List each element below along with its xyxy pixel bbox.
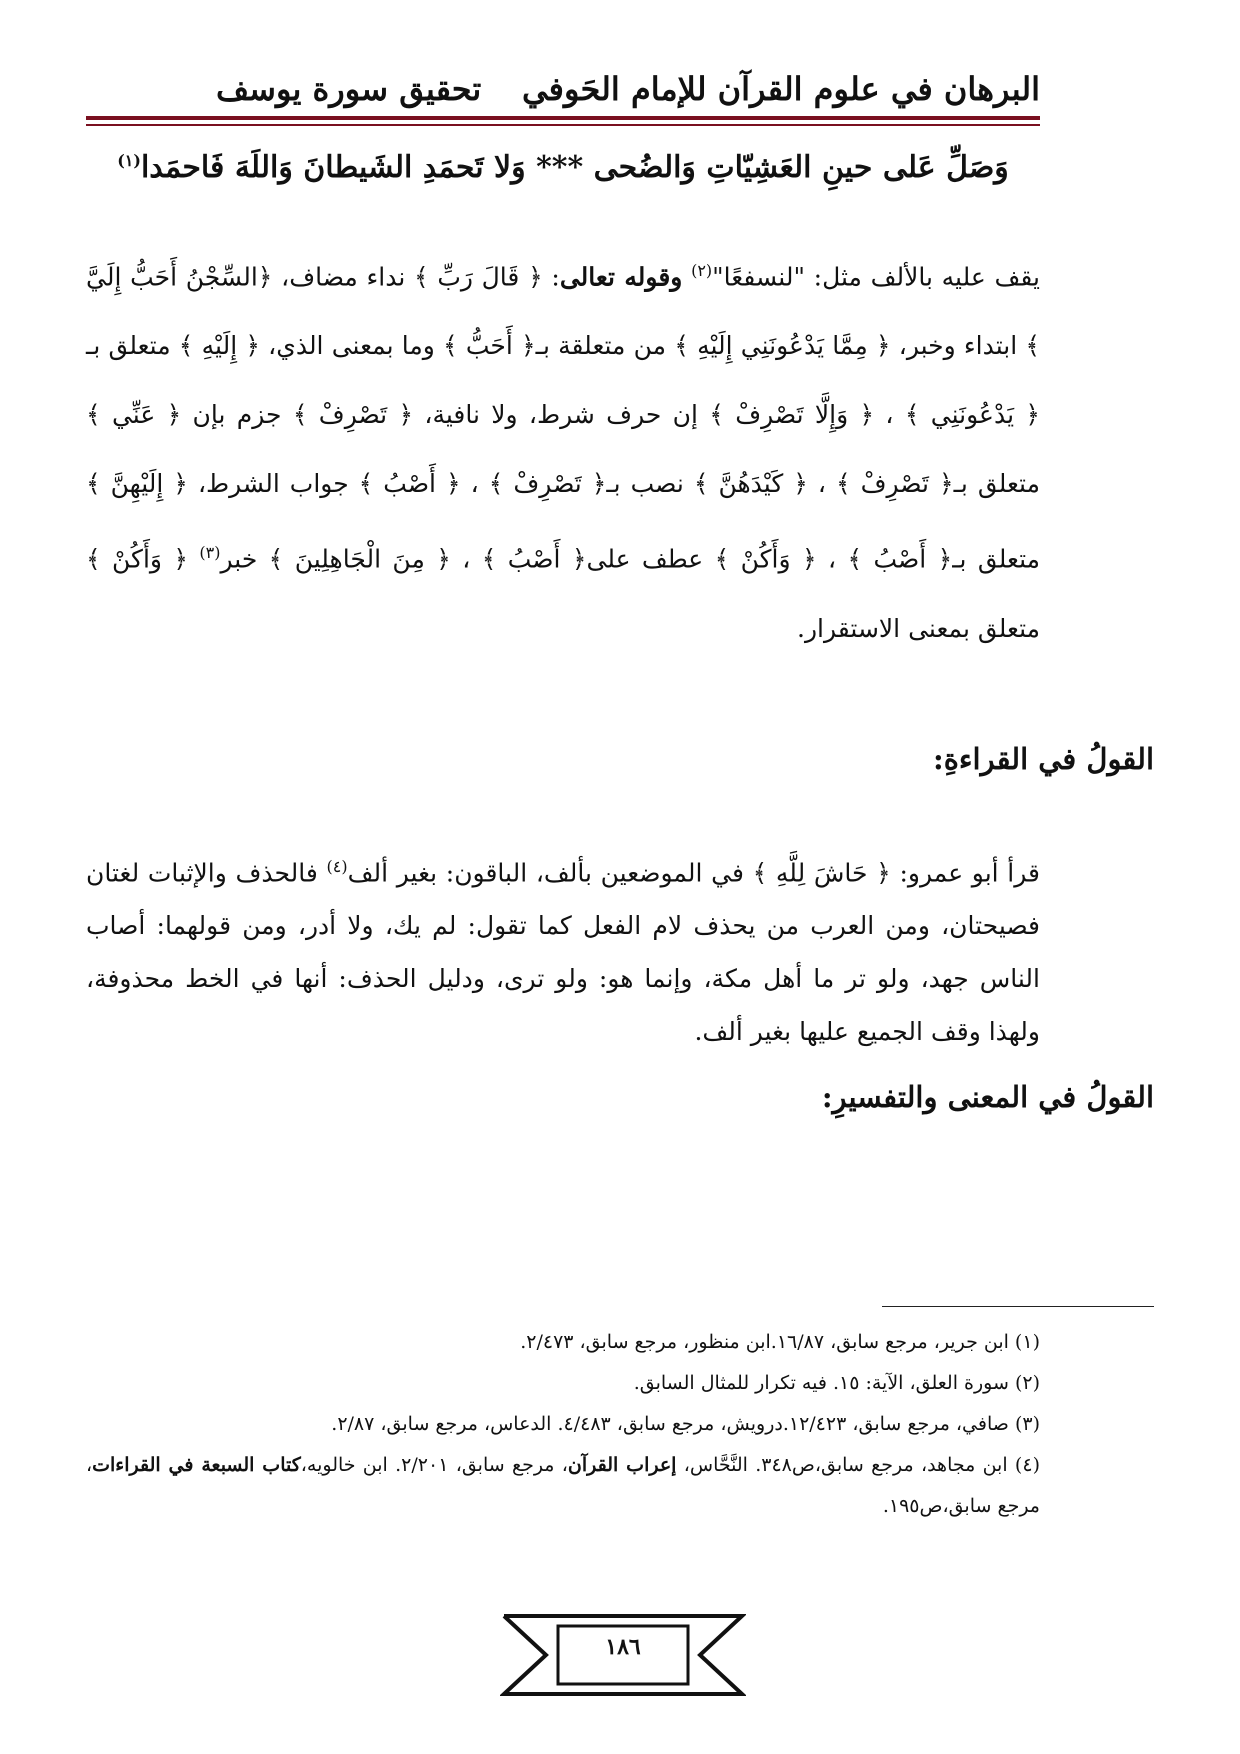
- paragraph-text: [682, 262, 691, 291]
- running-header: [86, 70, 1040, 118]
- footnote-ref: (٣): [199, 543, 221, 563]
- footnotes: [86, 1322, 1040, 1527]
- footnote-4: [86, 1445, 1040, 1527]
- bold-label: وقوله تعالى: [559, 262, 683, 292]
- footnote-3: (٣) صافي، مرجع سابق، ١٢/٤٢٣.درويش، مرجع سابق، ٤/٤٨٣. الدعاس، مرجع سابق، ٢/٨٧.: [331, 1413, 1040, 1435]
- paragraph-text: يقف عليه بالألف مثل: "لنسفعًا": [712, 262, 1040, 292]
- poetry-verse: [86, 150, 1040, 185]
- book-title-bold: إعراب القرآن: [567, 1454, 677, 1476]
- section-title: تحقيق سورة يوسف: [216, 70, 482, 108]
- section-heading-reading: القولُ في القراءةِ:: [933, 742, 1154, 776]
- footnote-1: (١) ابن جرير، مرجع سابق، ١٦/٨٧.ابن منظور، مرجع سابق، ٢/٤٧٣.: [520, 1331, 1040, 1353]
- footnote-text: ، مرجع سابق،ص١٩٥.: [86, 1454, 1040, 1517]
- paragraph-text: فالحذف والإثبات لغتان فصيحتان، ومن العرب من يحذف لام الفعل كما تقول: لم يك، ولا أدر، ومن قولهما: أصاب الناس جهد، ولو تر ما أهل مكة، وإنما هو: ولو ترى، ودليل الحذف: أنها في الخط محذوفة، ولهذا وقف الجميع عليها بغير ألف.: [86, 858, 1040, 1047]
- section-heading-meaning: القولُ في المعنى والتفسيرِ:: [821, 1080, 1154, 1114]
- paragraph-reading: [86, 840, 1040, 1058]
- verse-text: وَصَلِّ عَلى حينِ العَشِيّاتِ وَالضُحى *** وَلا تَحمَدِ الشَيطانَ وَاللَهَ فَاحمَدا: [140, 150, 1009, 185]
- paragraph-text: : ﴿ قَالَ رَبِّ ﴾ نداء مضاف، ﴿السِّجْنُ أَحَبُّ إِلَيَّ ﴾ ابتداء وخبر، ﴿ مِمَّا يَدْعُونَنِي إِلَيْهِ ﴾ من متعلقة بـ﴿ أَحَبُّ ﴾ وما بمعنى الذي، ﴿ إِلَيْهِ ﴾ متعلق بـ ﴿ يَدْعُونَنِي ﴾ ، ﴿ وَإِلَّا تَصْرِفْ ﴾ إن حرف شرط، ولا نافية، ﴿ تَصْرِفْ ﴾ جزم بإن ﴿ عَنِّي ﴾ متعلق بـ﴿ تَصْرِفْ ﴾ ، ﴿ كَيْدَهُنَّ ﴾ نصب بـ﴿ تَصْرِفْ ﴾ ، ﴿ أَصْبُ ﴾ جواب الشرط، ﴿ إِلَيْهِنَّ ﴾ متعلق بـ﴿ أَصْبُ ﴾ ، ﴿ وَأَكُنْ ﴾ عطف على﴿ أَصْبُ ﴾ ، ﴿ مِنَ الْجَاهِلِينَ ﴾ خبر: [86, 262, 1041, 574]
- paragraph-text: ﴿ وَأَكُنْ ﴾ متعلق بمعنى الاستقرار.: [86, 544, 1040, 643]
- paragraph-text: قرأ أبو عمرو: ﴿ حَاشَ لِلَّهِ ﴾ في الموضعين بألف، الباقون: بغير ألف: [347, 858, 1040, 888]
- paragraph-grammar: [86, 236, 1040, 663]
- footnote-ref: (١): [117, 151, 141, 170]
- footnote-text: (٤) ابن مجاهد، مرجع سابق،ص٣٤٨. النَّحَّاس،: [676, 1454, 1040, 1476]
- header-rule-thick: [86, 116, 1040, 120]
- page-number: ١٨٦: [605, 1634, 641, 1660]
- footnote-text: ، مرجع سابق، ٢/٢٠١. ابن خالويه،: [300, 1454, 568, 1476]
- footnote-ref: (٤): [326, 857, 348, 876]
- header-rule-thin: [86, 124, 1040, 126]
- book-title: البرهان في علوم القرآن للإمام الحَوفي: [522, 70, 1040, 108]
- footnote-2: (٢) سورة العلق، الآية: ١٥. فيه تكرار للمثال السابق.: [633, 1372, 1040, 1394]
- footnote-separator: [882, 1306, 1154, 1307]
- book-title-bold: كتاب السبعة في القراءات: [92, 1454, 301, 1476]
- footnote-ref: (٢): [691, 261, 713, 280]
